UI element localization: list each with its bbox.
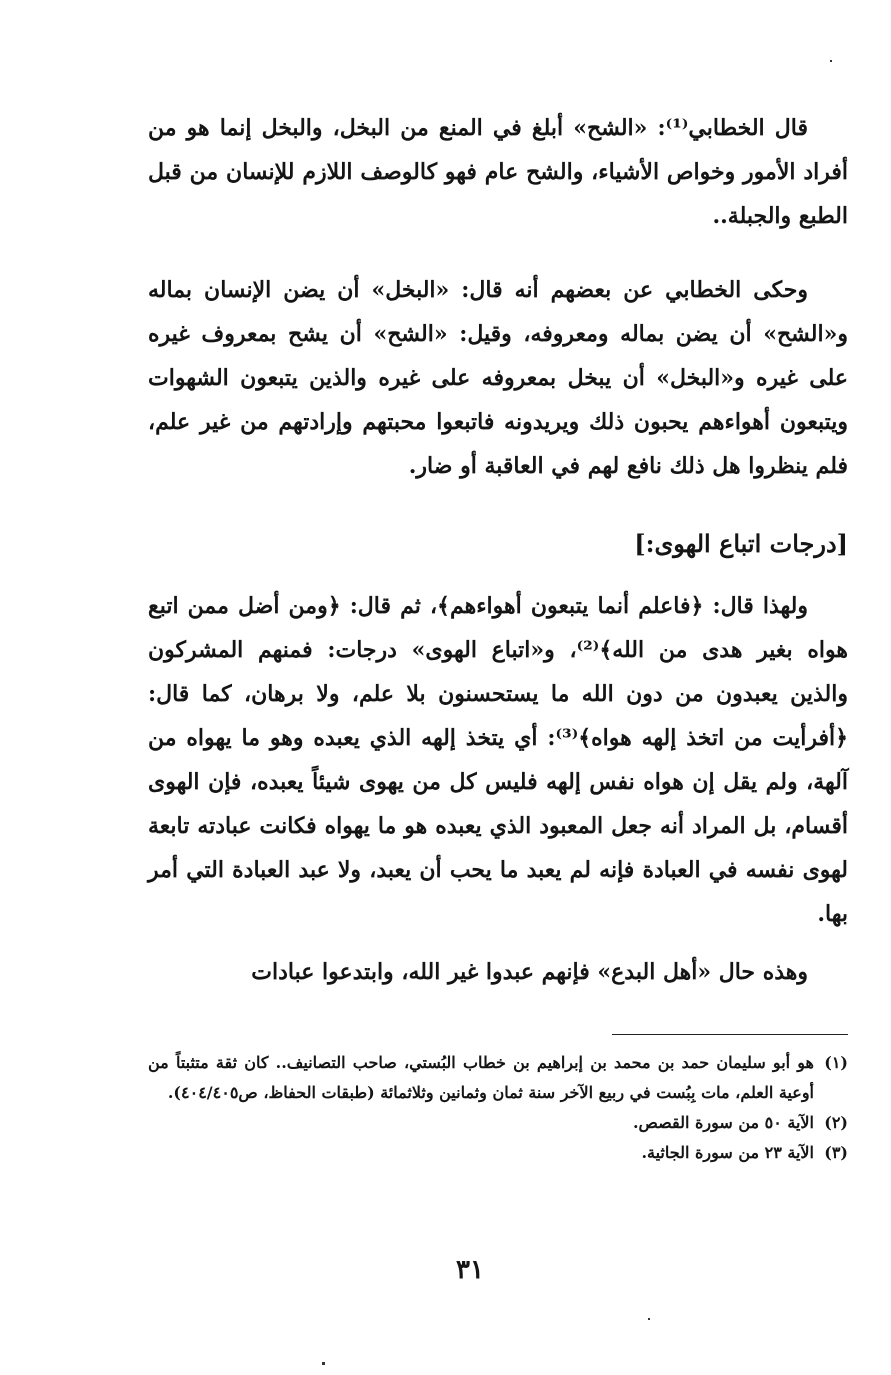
footnotes [148, 1048, 848, 1168]
paragraph-innovators: وهذه حال «أهل البدع» فإنهم عبدوا غير الله، وابتدعوا عبادات [251, 959, 808, 985]
paragraph-bukhl-shuhh: وحكى الخطابي عن بعضهم أنه قال: «البخل» أن يضن الإنسان بماله و«الشح» أن يضن بماله ومعروفه، وقيل: «الشح» أن يشح بمعروف غيره على غيره و«البخل» أن يبخل بمعروفه على غيره والذين يتبعون الشهوات ويتبعون أهواءهم يحبون ذلك ويريدونه فاتبعوا محبتهم وإرادتهم من غير علم، فلم ينظروا هل ذلك نافع لهم في العاقبة أو ضار. [148, 277, 848, 479]
scan-speck [830, 60, 832, 62]
footnote-text: الآية ٢٣ من سورة الجاثية. [641, 1143, 814, 1162]
footnote-item [148, 1108, 848, 1138]
paragraph-khattabi-definition: قال الخطابي⁽¹⁾: «الشح» أبلغ في المنع من البخل، والبخل إنما هو من أفراد الأمور وخواص الأشياء، والشح عام فهو كالوصف اللازم للإنسان من قبل الطبع والجبلة.. [148, 115, 848, 229]
footnote-text: هو أبو سليمان حمد بن محمد بن إبراهيم بن خطاب البُستي، صاحب التصانيف.. كان ثقة متثبتاً من أوعية العلم، مات بِبُست في ربيع الآخر سنة ثمان وثمانين وثلاثمائة (طبقات الحفاظ، ص٤٠٤/٤٠٥). [148, 1053, 814, 1102]
section-heading: [درجات اتباع الهوى:] [634, 529, 848, 558]
footnote-number: (٣) [824, 1143, 848, 1162]
scan-speck [322, 1362, 325, 1365]
footnote-item [148, 1138, 848, 1168]
footnote-number: (٢) [824, 1113, 848, 1132]
page-number: ٣١ [456, 1255, 484, 1285]
footnote-separator [612, 1034, 848, 1035]
footnote-number: (١) [824, 1053, 848, 1072]
paragraph-degrees-of-desire: ولهذا قال: ﴿فاعلم أنما يتبعون أهواءهم﴾، ثم قال: ﴿ومن أضل ممن اتبع هواه بغير هدى من الله﴾⁽²⁾، و«اتباع الهوى» درجات: فمنهم المشركون والذين يعبدون من دون الله ما يستحسنون بلا علم، ولا برهان، كما قال: ﴿أفرأيت من اتخذ إلهه هواه﴾⁽³⁾: أي يتخذ إلهه الذي يعبده وهو ما يهواه من آلهة، ولم يقل إن هواه نفس إلهه فليس كل من يهوى شيئاً يعبده، فإن الهوى أقسام، بل المراد أنه جعل المعبود الذي يعبده هو ما يهواه فكانت عبادته تابعة لهوى نفسه في العبادة فإنه لم يعبد ما يحب أن يعبد، ولا عبد العبادة التي أمر بها. [148, 593, 848, 927]
footnote-item [148, 1048, 848, 1108]
footnote-text: الآية ٥٠ من سورة القصص. [632, 1113, 814, 1132]
scan-speck [648, 1318, 650, 1320]
